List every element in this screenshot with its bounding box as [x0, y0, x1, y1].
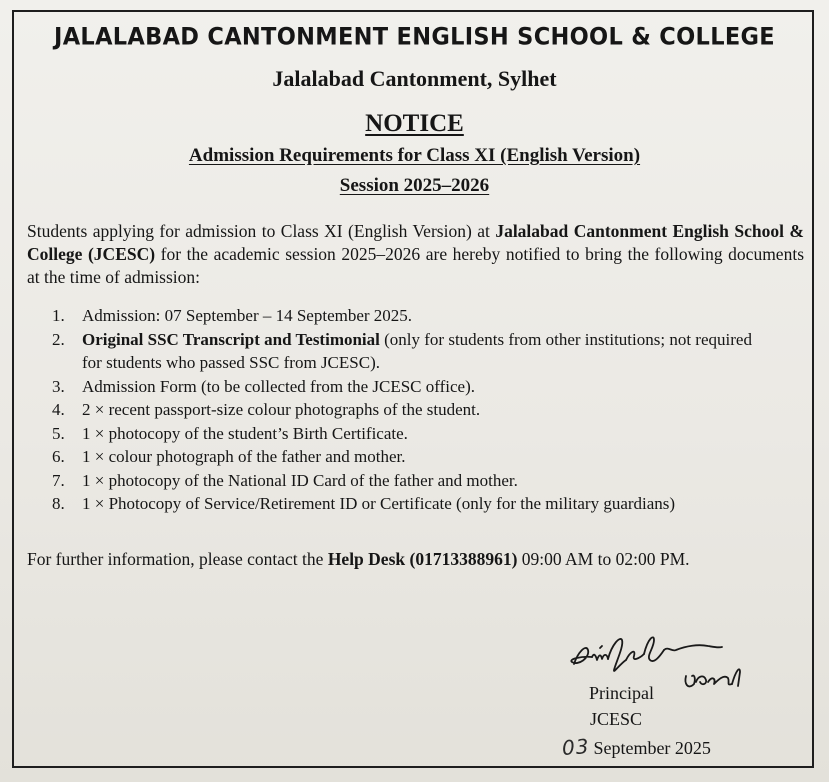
list-item — [52, 422, 772, 446]
item-bold-text: Original SSC Transcript and Testimonial — [82, 329, 380, 349]
document-list — [52, 304, 772, 516]
item-number: 8. — [52, 494, 65, 513]
help-desk-number: Help Desk (01713388961) — [327, 549, 518, 569]
item-number: 4. — [52, 400, 65, 419]
item-plain-text: 1 × colour photograph of the father and mother. — [82, 447, 406, 466]
intro-text-end: for the academic session 2025–2026 are hereby notified to bring the following documents at the time of admission: — [27, 244, 805, 287]
list-item — [52, 469, 772, 493]
intro-text-start: Students applying for admission to Class XI (English Version) at — [27, 221, 496, 241]
contact-line — [27, 549, 807, 570]
notice-subject: Admission Requirements for Class XI (English Version) — [188, 145, 641, 166]
notice-session: Session 2025–2026 — [339, 175, 490, 196]
date-month-year: September 2025 — [593, 738, 711, 758]
notice-date — [562, 735, 711, 759]
item-number: 3. — [52, 376, 65, 396]
contact-suffix: 09:00 AM to 02:00 PM. — [517, 549, 690, 569]
list-item — [52, 328, 772, 375]
item-text — [82, 445, 772, 469]
item-plain-text: 1 × Photocopy of Service/Retirement ID or Certificate (only for the military guardians) — [82, 494, 676, 513]
item-text — [82, 304, 772, 328]
item-number: 5. — [52, 423, 65, 443]
item-plain-text: Admission: 07 September – 14 September 2025. — [82, 306, 413, 325]
intro-paragraph — [27, 220, 804, 289]
item-plain-text: 2 × recent passport-size colour photographs of the student. — [82, 400, 481, 419]
school-location: Jalalabad Cantonment, Sylhet — [272, 66, 557, 91]
item-text — [82, 492, 772, 516]
list-item — [52, 492, 772, 516]
school-name: JALALABAD CANTONMENT ENGLISH SCHOOL & COLLEGE — [54, 23, 775, 51]
item-plain-text: (only for students from other institutions; not required for students who passed SSC from JCESC). — [82, 329, 752, 372]
list-item — [52, 398, 772, 422]
item-text — [82, 398, 772, 422]
item-number: 7. — [52, 470, 65, 490]
item-number: 2. — [52, 329, 65, 349]
notice-title: NOTICE — [365, 110, 464, 137]
signatory-organization: JCESC — [590, 709, 643, 729]
item-number: 6. — [52, 447, 65, 466]
item-text — [82, 375, 772, 399]
contact-prefix: For further information, please contact the — [27, 549, 328, 569]
list-item — [52, 375, 772, 399]
item-text — [82, 328, 772, 375]
item-plain-text: Admission Form (to be collected from the JCESC office). — [82, 376, 475, 396]
item-text — [82, 422, 772, 446]
list-item — [52, 445, 772, 469]
handwritten-date-day: 03 — [561, 734, 591, 760]
item-plain-text: 1 × photocopy of the National ID Card of the father and mother. — [82, 470, 518, 490]
item-plain-text: 1 × photocopy of the student’s Birth Certificate. — [82, 423, 408, 443]
item-number: 1. — [52, 306, 65, 325]
list-item — [52, 304, 772, 328]
signatory-title: Principal — [589, 683, 654, 703]
intro-school-bold: Jalalabad Cantonment English School & College (JCESC) — [27, 221, 804, 264]
item-text — [82, 469, 772, 493]
